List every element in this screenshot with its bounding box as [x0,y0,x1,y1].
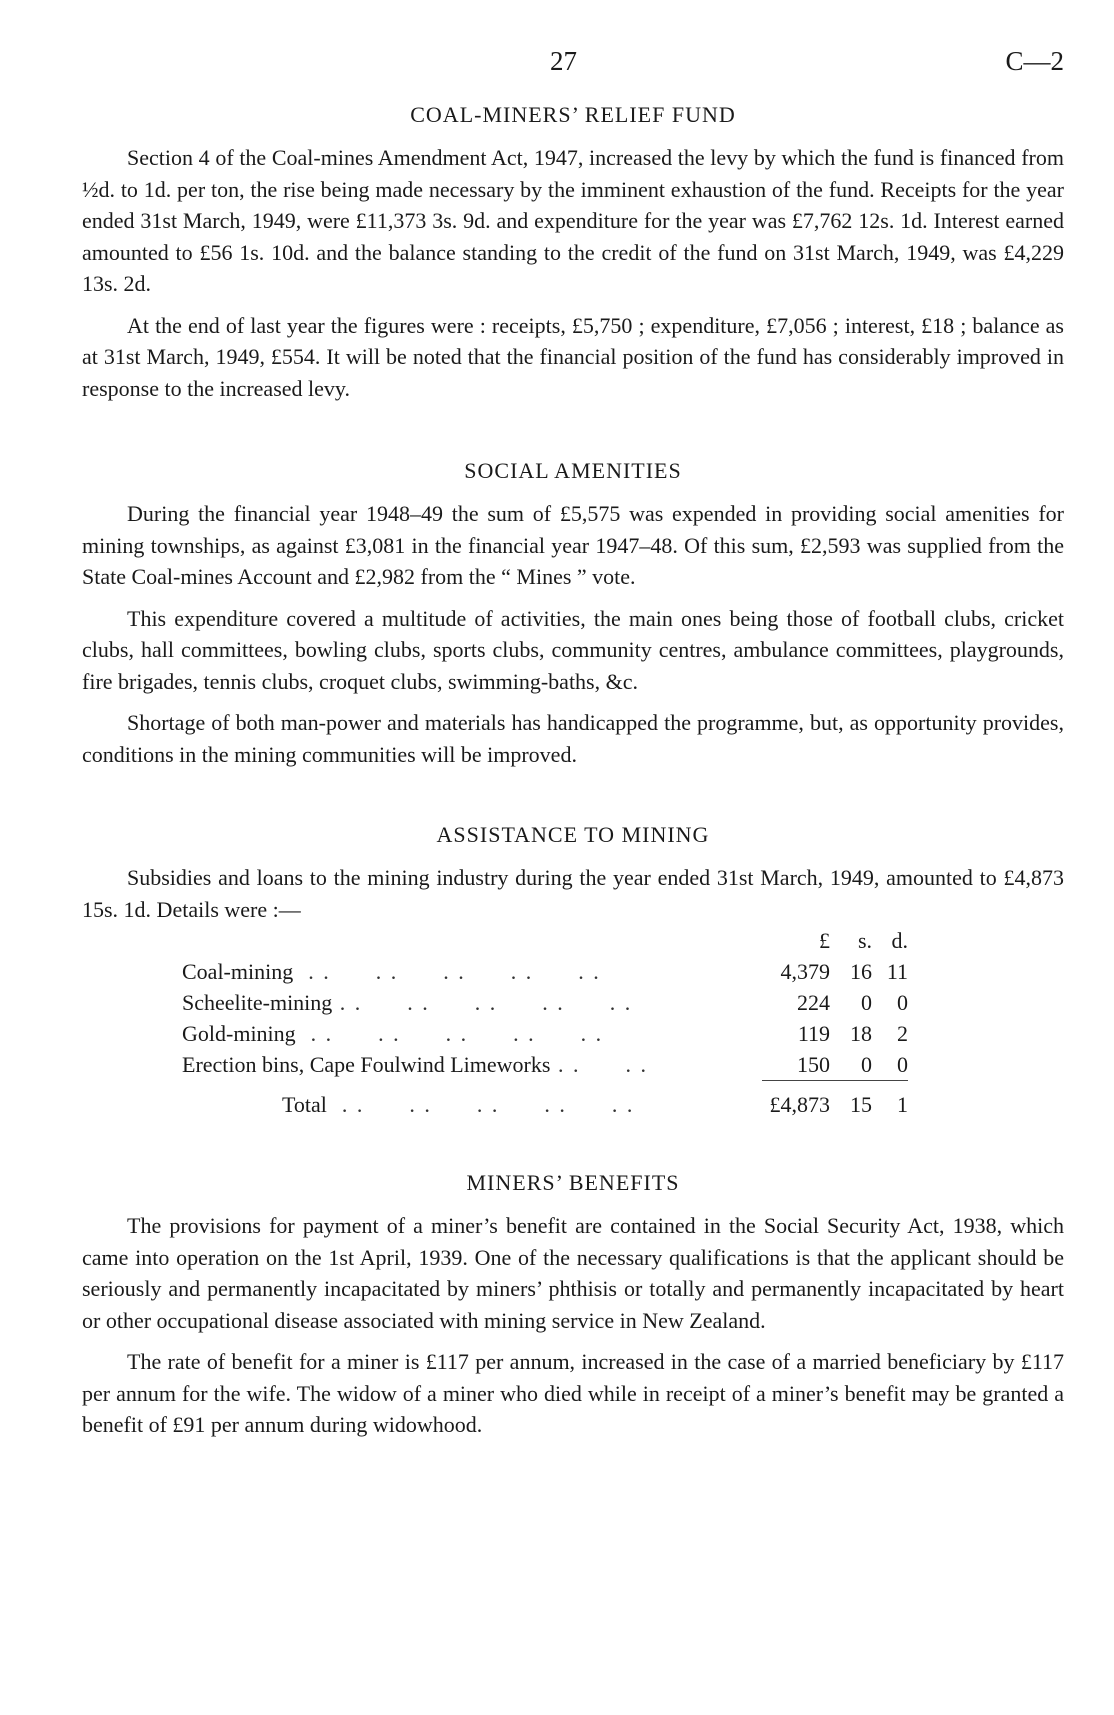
row-item-label: Erection bins, Cape Foulwind Limeworks [182,1051,551,1077]
dot-leader: . . . . . . . . . . [295,1020,604,1046]
total-label: Total [282,1091,327,1117]
row-item-label: Gold-mining [182,1020,296,1046]
paragraph: At the end of last year the figures were : receipts, £5,750 ; expenditure, £7,056 ; interest, £18 ; balance as at 31st March, 1949, £554. It will be noted that the financial position of the fund has considerably improved in response to the increased levy. [82,312,1064,401]
section-title: COAL-MINERS’ RELIEF FUND [410,102,736,127]
paragraph: The provisions for payment of a miner’s benefit are contained in the Social Security Act, 1938, which came into operation on the 1st April, 1939. One of the necessary qualifications is that the applicant should be seriously and permanently incapacitated by miners’ phthisis or totally and permanently incapacitated by heart or other occupational disease associated with mining service in New Zealand. [82,1213,1064,1333]
section-relief-fund [82,102,1064,404]
cell-pence: 11 [886,958,908,984]
section-title: ASSISTANCE TO MINING [436,822,710,847]
paragraph: This expenditure covered a multitude of activities, the main ones being those of football clubs, cricket clubs, hall committees, bowling clubs, sports clubs, community centres, ambulance committees, playgrounds, fire brigades, tennis clubs, croquet clubs, swimming-baths, &c. [82,605,1064,694]
page-number: 27 [550,46,577,76]
subsidies-table [182,925,908,1120]
total-rule [762,1081,830,1090]
table-row [182,956,908,987]
cell-pounds: 4,379 [780,958,830,984]
cell-shillings: 18 [850,1020,872,1046]
cell-shillings: 0 [861,1051,872,1077]
cell-pence: 0 [897,1051,908,1077]
table-row [182,1018,908,1049]
dot-leader: . . . . [550,1051,648,1077]
total-rule-row [182,1081,908,1090]
section-social-amenities [82,458,1064,770]
page-reference: C—2 [1005,46,1064,76]
paragraph: Section 4 of the Coal-mines Amendment Act, 1947, increased the levy by which the fund is financed from ½d. to 1d. per ton, the rise being made necessary by the imminent exhaustion of the fund. Receipts for the year ended 31st March, 1949, were £11,373 3s. 9d. and expenditure for the year was £7,762 12s. 1d. Interest earned amounted to £56 1s. 10d. and the balance standing to the credit of the fund on 31st March, 1949, was £4,229 13s. 2d. [82,145,1064,296]
section-miners-benefits [82,1170,1064,1441]
cell-pounds: 224 [797,989,830,1015]
cell-pence: 0 [897,989,908,1015]
cell-shillings: 0 [861,989,872,1015]
section-assistance-to-mining [82,822,1064,1120]
cell-pounds: 119 [797,1020,830,1046]
cell-pounds: 150 [797,1051,830,1077]
column-header-pence: d. [891,927,908,953]
table-header-row [182,925,908,956]
table-row [182,1049,908,1081]
row-item-label: Scheelite-mining [182,989,333,1015]
table-total-row [182,1089,908,1120]
paragraph: During the financial year 1948–49 the sum of £5,575 was expended in providing social amenities for mining townships, as against £3,081 in the financial year 1947–48. Of this sum, £2,593 was supplied from the State Coal-mines Account and £2,982 from the “ Mines ” vote. [82,501,1064,589]
table-row [182,987,908,1018]
total-pence: 1 [897,1091,908,1117]
dot-leader: . . . . . . . . . . [332,989,633,1015]
section-title: SOCIAL AMENITIES [464,458,682,483]
section-title: MINERS’ BENEFITS [466,1170,680,1195]
column-header-shillings: s. [857,927,872,953]
cell-pence: 2 [897,1020,908,1046]
total-pounds: £4,873 [769,1091,830,1117]
dot-leader: . . . . . . . . . . [293,958,601,984]
cell-shillings: 16 [850,958,872,984]
row-item-label: Coal-mining [182,958,294,984]
paragraph: The rate of benefit for a miner is £117 per annum, increased in the case of a married beneficiary by £117 per annum for the wife. The widow of a miner who died while in receipt of a miner’s benefit may be granted a benefit of £91 per annum during widowhood. [82,1349,1064,1437]
page-header [82,40,1064,82]
total-shillings: 15 [850,1091,872,1117]
paragraph: Shortage of both man-power and materials has handicapped the programme, but, as opportunity provides, conditions in the mining communities will be improved. [82,710,1064,767]
dot-leader: . . . . . . . . . . [326,1091,635,1117]
document-page [82,40,1064,1451]
paragraph: Subsidies and loans to the mining industry during the year ended 31st March, 1949, amounted to £4,873 15s. 1d. Details were :— [82,865,1064,922]
column-header-pounds: £ [819,927,830,953]
